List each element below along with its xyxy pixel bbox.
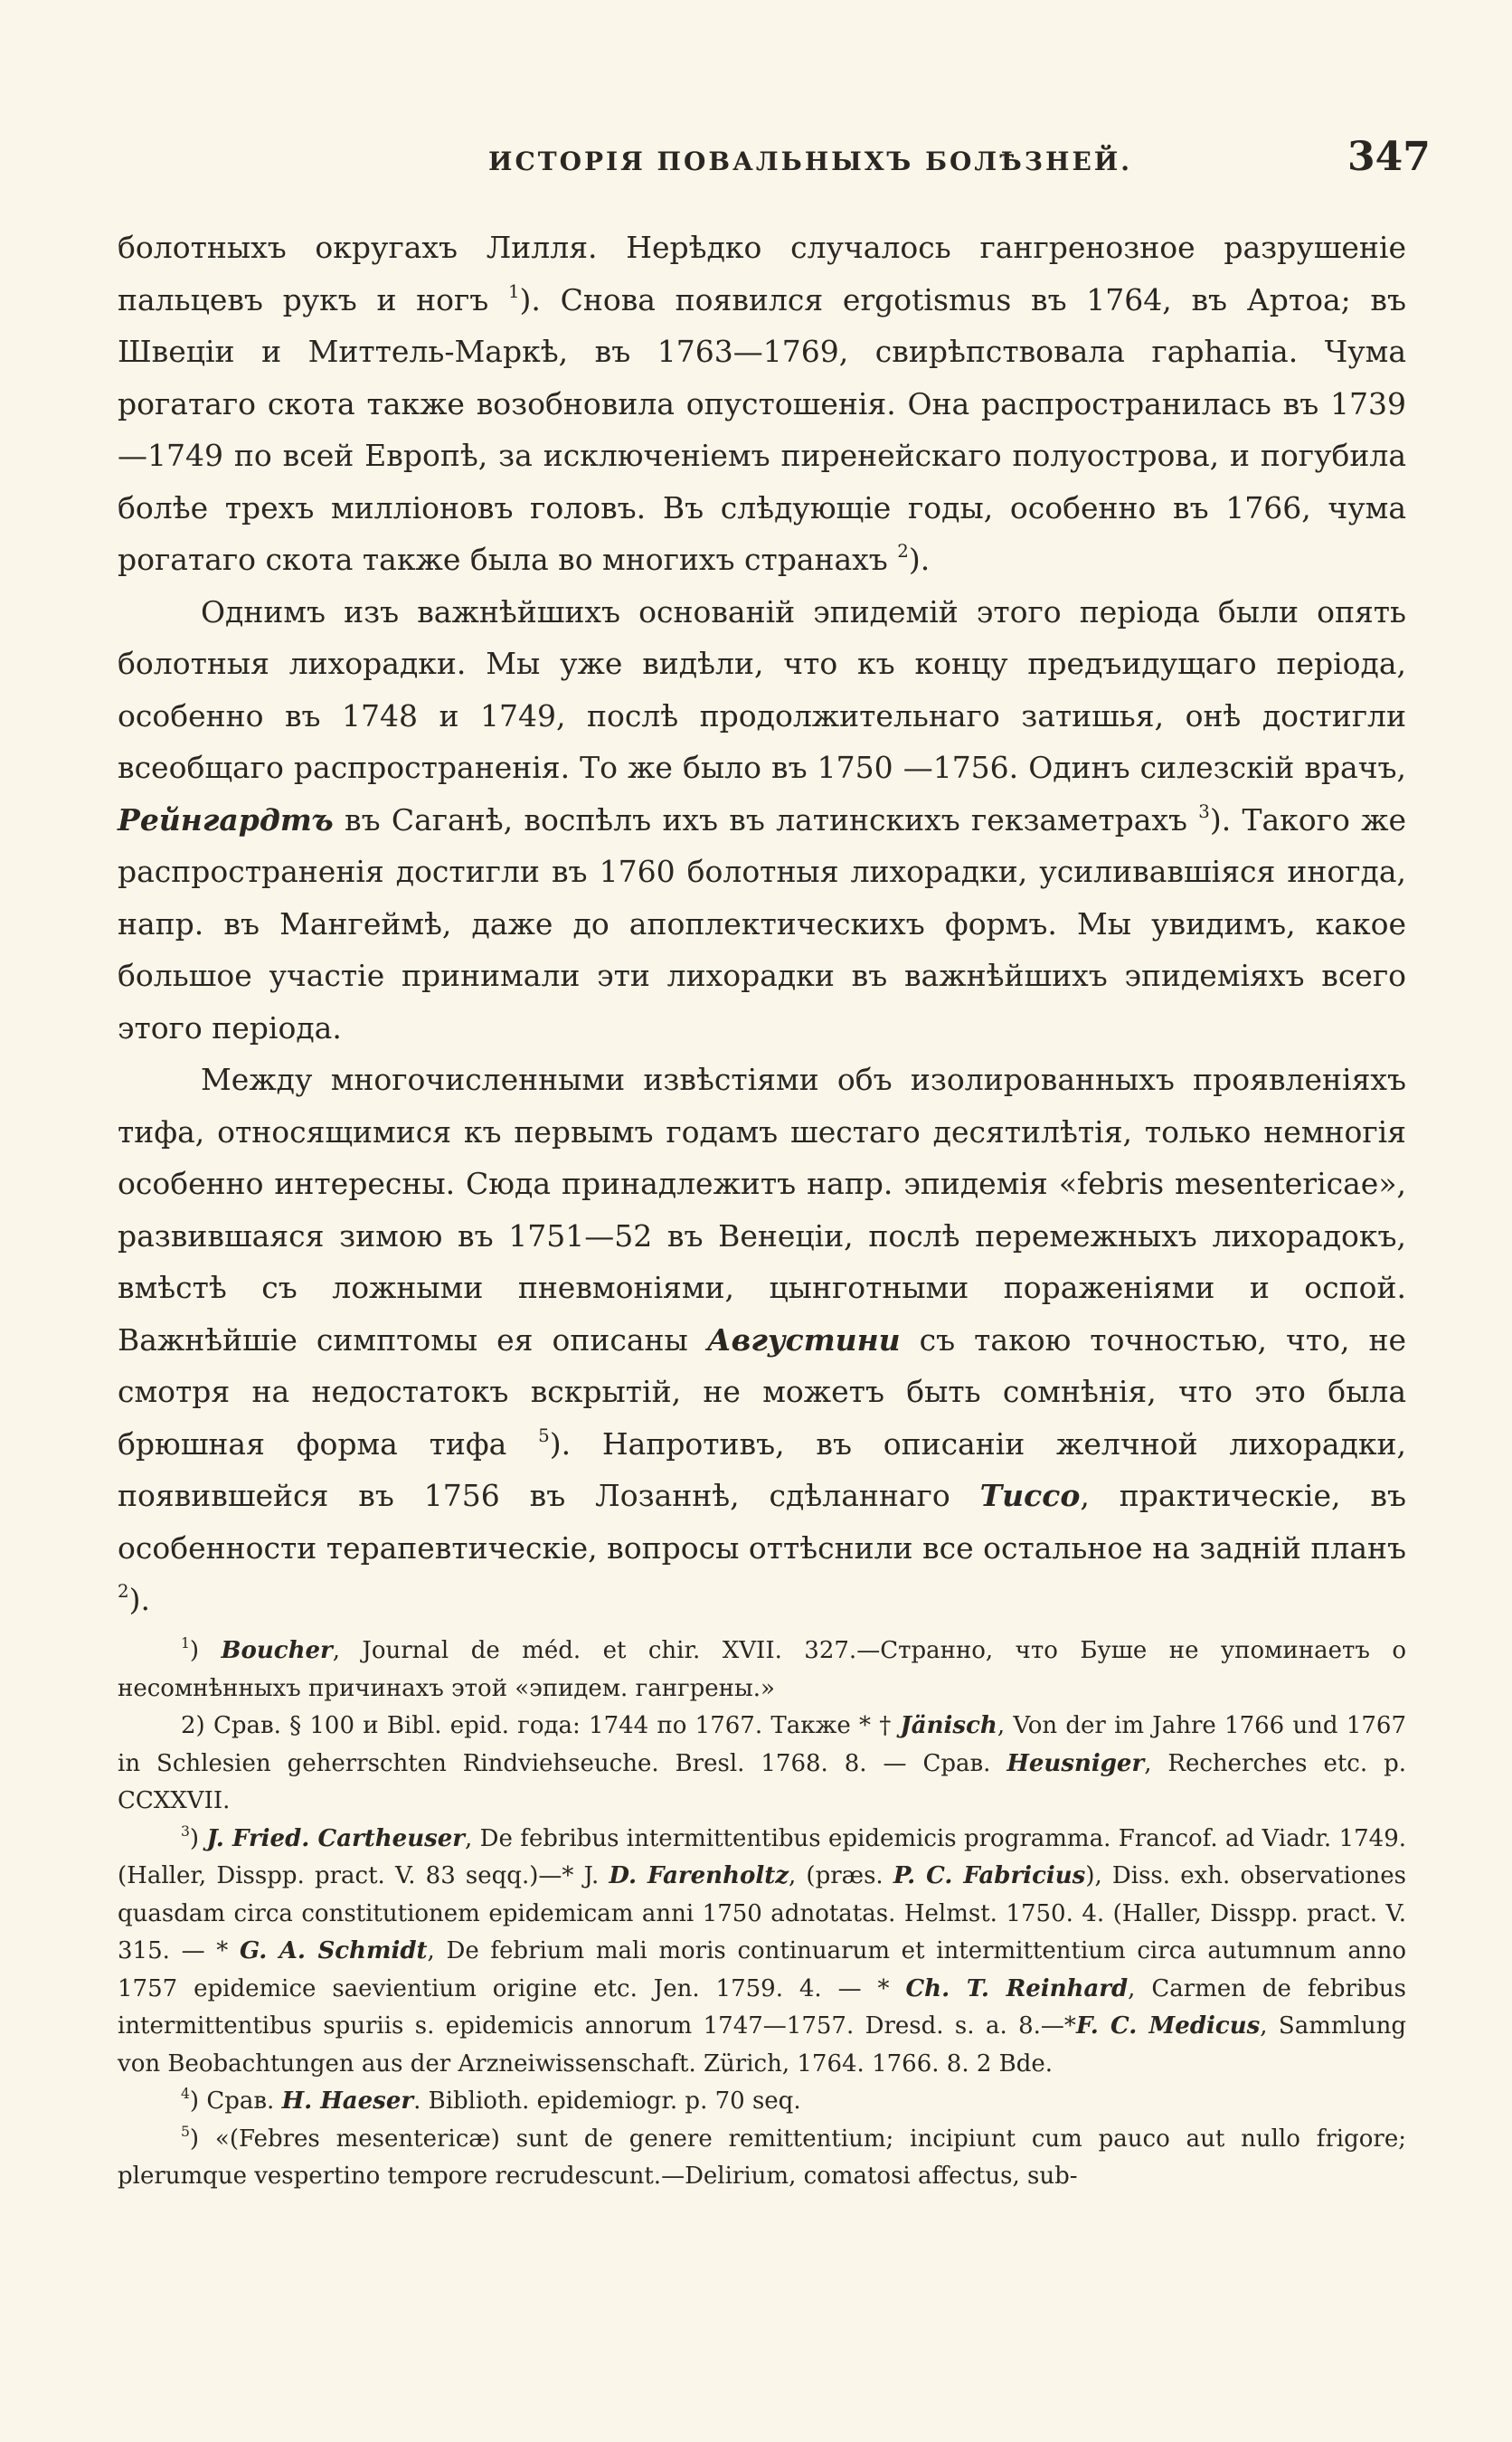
paragraph-1 — [118, 222, 1406, 586]
text-run: ). — [128, 1582, 150, 1617]
footnote-text: , Sammlung von Beobachtungen aus der Arzneiwissenschaft. Zürich, 1764. 1766. 8. 2 Bde. — [118, 2012, 1407, 2078]
text-run: съ такою точностью, что, не смотря на недостатокъ вскрытій, не можетъ быть сомнѣнія, что это была брюшная форма тифа — [118, 1321, 1406, 1462]
text-run: болотныхъ округахъ Лилля. Нерѣдко случалось гангренозное разрушеніе пальцевъ рукъ и ногъ — [118, 230, 1406, 317]
author-name: F. C. Medicus — [1075, 2012, 1261, 2040]
footnote-text: , (præs. — [788, 1862, 893, 1889]
footnote-text: , De febribus intermittentibus epidemicis programma. Francof. ad Viadr. 1749. (Haller, Disspp. pract. V. 83 seqq.)—* J. — [118, 1824, 1406, 1889]
running-title: ИСТОРІЯ ПОВАЛЬНЫХЪ БОЛѢЗНЕЙ. — [488, 147, 1133, 176]
footnote-ref: 5 — [538, 1424, 550, 1446]
footnote-3: $^3$) J. Fried. Cartheuser, De febribus intermittentibus epidemicis programma. Francof. ad Viadr. 1749. (Haller, Disspp. pract. V. 83 seqq.)—* J. D. Farenholtz, (præs. P. C. Fabricius), Diss. exh. observationes quasdam circa constitutionem epidemicam anni 1750 adnotatas. Helmst. 1750. 4. (Haller, Disspp. pract. V. 315. — * G. A. Schmidt, De febrium mali moris continuarum et intermittentium circa autumnum anno 1757 epidemice saevientium origine etc. Jen. 1759. 4. — * Ch. T. Reinhard, Carmen de febribus intermittentibus spuriis s. epidemicis annorum 1747—1757. Dresd. s. a. 8.—*F. C. Medicus, Sammlung von Beobachtungen aus der Arzneiwissenschaft. Zürich, 1764. 1766. 8. 2 Bde. — [118, 1822, 1407, 2078]
footnotes — [118, 1633, 1406, 2196]
footnote-text: , Carmen de febribus intermittentibus spuriis s. epidemicis annorum 1747—1757. Dresd. s. a. 8.—* — [118, 1974, 1406, 2040]
author-name: Рейнгардтъ — [118, 801, 334, 838]
author-name: Августини — [706, 1321, 901, 1358]
footnote-mark: 5 — [181, 2123, 190, 2140]
footnote-text: , De febrium mali moris continuarum et intermittentium circa autumnum anno 1757 epidemice saevientium origine etc. Jen. 1759. 4. — * — [118, 1937, 1406, 2002]
footnote-4: $^4$) Срав. H. Haeser. Biblioth. epidemiogr. p. 70 seq. — [181, 2086, 801, 2115]
author-name: Boucher — [221, 1637, 333, 1664]
author-name: D. Farenholtz — [609, 1862, 789, 1889]
footnote-text: «(Febres mesentericæ) sunt de genere remittentium; incipiunt cum pauco aut nullo frigore; plerumque vespertino tempore recrudescunt.—Delirium, comatosi affectus, sub- — [118, 2125, 1406, 2190]
footnote-mark: 2 — [181, 1712, 196, 1739]
running-header — [0, 127, 1512, 181]
paragraph-3 — [118, 1054, 1406, 1626]
footnote-1: $^1$) Boucher, Journal de méd. et chir. XVII. 327.—Странно, что Буше не упоминаетъ о несомнѣнныхъ причинахъ этой «эпидем. гангрены.» — [118, 1635, 1406, 1702]
footnote-text: , Journal de méd. et chir. XVII. 327.—Странно, что Буше не упоминаетъ о несомнѣнныхъ причинахъ этой «эпидем. гангрены.» — [118, 1637, 1406, 1702]
footnote-ref: 2 — [118, 1581, 129, 1603]
author-name: Heusniger — [1006, 1749, 1145, 1777]
text-run: ). Такого же распространенія достигли въ 1760 болотныя лихорадки, усиливавшіяся иногда, напр. въ Мангеймѣ, даже до апоплектическихъ формъ. Мы увидимъ, какое большое участіе принимали эти лихорадки въ важнѣйшихъ эпидеміяхъ всего этого періода. — [118, 801, 1406, 1046]
text-run: Однимъ изъ важнѣйшихъ основаній эпидемій этого періода были опять болотныя лихорадки. Мы уже видѣли, что къ концу предъидущаго періода, особенно въ 1748 и 1749, послѣ продолжительнаго затишья, онѣ достигли всеобщаго распространенія. То же было въ 1750 —1756. Одинъ силезскій врачъ, — [118, 593, 1406, 785]
footnote-text: Срав. — [206, 2087, 282, 2115]
author-name: Jänisch — [900, 1712, 997, 1739]
author-name: P. C. Fabricius — [893, 1862, 1086, 1889]
author-name: Ch. T. Reinhard — [905, 1974, 1129, 2002]
author-name: H. Haeser — [281, 2087, 414, 2115]
footnote-text: . Biblioth. epidemiogr. p. 70 seq. — [413, 2087, 801, 2115]
footnote-text: ), Diss. exh. observationes quasdam circa constitutionem epidemicam anni 1750 adnotatas. Helmst. 1750. 4. (Haller, Disspp. pract. V. 315. — * — [118, 1862, 1406, 1964]
page-number: 347 — [1347, 134, 1431, 180]
paragraph-2 — [118, 586, 1406, 1055]
footnote-text: , Von der im Jahre 1766 und 1767 in Schlesien geherrschten Rindviehseuche. Bresl. 1768. 8. — Срав. — [118, 1712, 1406, 1777]
main-text — [118, 222, 1406, 1626]
footnote-5: $^5$) «(Febres mesentericæ) sunt de genere remittentium; incipiunt cum pauco aut nullo frigore; plerumque vespertino tempore recrudescunt.—Delirium, comatosi affectus, sub- — [118, 2123, 1406, 2190]
author-name: J. Fried. Cartheuser — [206, 1824, 465, 1852]
footnote-mark: 1 — [181, 1635, 190, 1652]
text-run: въ Саганѣ, воспѣлъ ихъ въ латинскихъ гекзаметрахъ — [333, 801, 1199, 838]
footnote-mark: 4 — [181, 2086, 190, 2103]
text-run: , практическіе, въ особенности терапевтическіе, вопросы оттѣснили все остальное на заднiй планъ — [118, 1478, 1406, 1566]
text-run: ). Снова появился ergotismus въ 1764, въ Артоа; въ Швеціи и Миттель-Маркѣ, въ 1763—1769, свирѣпствовала гарhапіа. Чума рогатаго скота также возобновила опустошенія. Она распространилась въ 1739 —1749 по всей Европѣ, за исключеніемъ пиренейскаго полуострова, и погубила болѣе трехъ милліоновъ головъ. Въ слѣдующіе годы, особенно въ 1766, чума рогатаго скота также была во многихъ странахъ — [118, 281, 1406, 577]
footnote-mark: 3 — [181, 1822, 190, 1840]
text-run: Между многочисленными извѣстіями объ изолированныхъ проявленіяхъ тифа, относящимися къ первымъ годамъ шестаго десятилѣтія, только немногія особенно интересны. Сюда принадлежитъ напр. эпидемія «febris mesentericae», развившаяся зимою въ 1751—52 въ Венеціи, послѣ перемежныхъ лихорадокъ, вмѣстѣ съ ложными пневмоніями, цынготными пораженіями и оспой. Важнѣйшіе симптомы ея описаны — [118, 1062, 1406, 1358]
footnote-ref: 1 — [507, 280, 520, 302]
text-run: ). — [908, 542, 931, 577]
author-name: G. A. Schmidt — [239, 1937, 428, 1964]
text-run: ). Напротивъ, въ описаніи желчной лихорадки, появившейся въ 1756 въ Лозаннѣ, сдѣланнаго — [118, 1425, 1407, 1513]
footnote-text: Срав. § 100 и Bibl. epid. года: 1744 по 1767. Также * † — [213, 1712, 901, 1739]
footnote-text: , Recherches etc. p. CCXXVII. — [118, 1749, 1406, 1814]
author-name: Тиссо — [979, 1478, 1081, 1513]
footnote-ref: 3 — [1198, 800, 1210, 822]
footnote-ref: 2 — [897, 541, 909, 563]
footnote-2: 2) Срав. § 100 и Bibl. epid. года: 1744 по 1767. Также * † Jänisch, Von der im Jahre 1766 und 1767 in Schlesien geherrschten Rindviehseuche. Bresl. 1768. 8. — Срав. Heusniger, Recherches etc. p. CCXXVII. — [118, 1712, 1406, 1814]
